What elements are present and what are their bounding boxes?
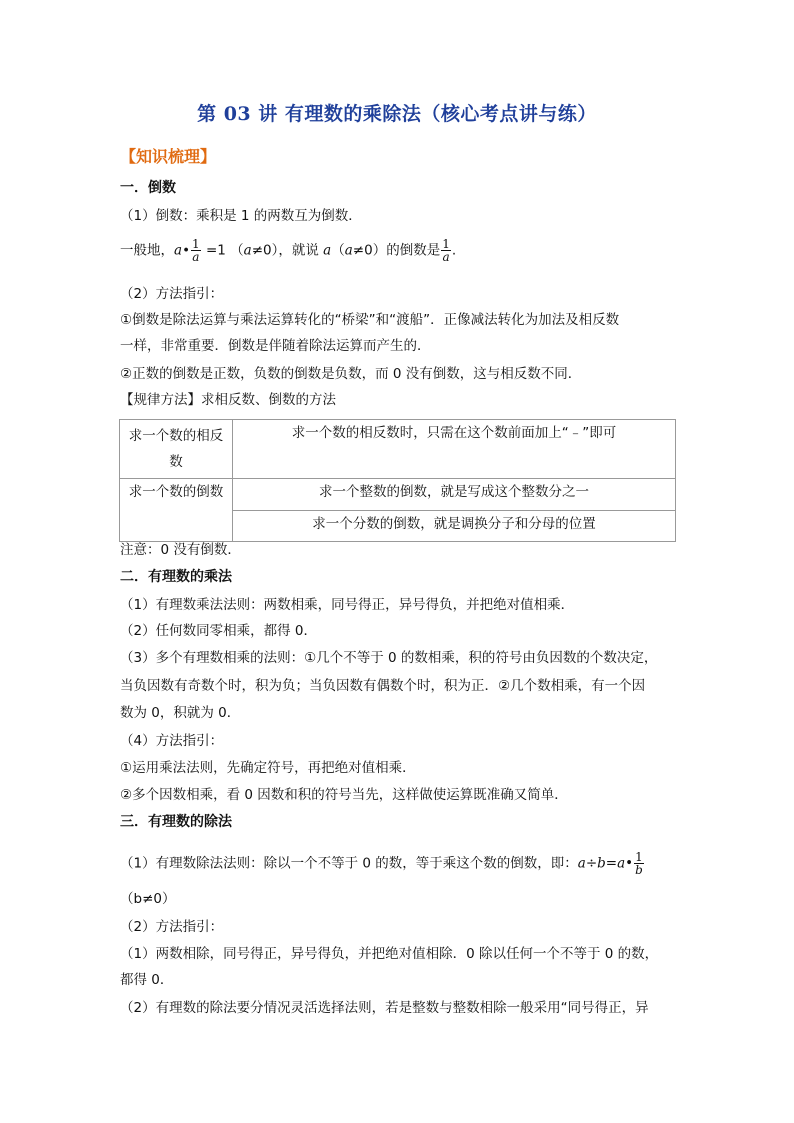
paragraph-line: （3）多个有理数相乘的法则：①几个不等于 0 的数相乘，积的符号由负因数的个数决定，	[120, 650, 658, 666]
paragraph-line: （1）有理数乘法法则：两数相乘，同号得正，异号得负，并把绝对值相乘．	[120, 597, 575, 613]
method-guide-label: （2）方法指引：	[120, 919, 224, 935]
cell-text: 求一个分数的倒数，就是调换分子和分母的位置	[312, 516, 596, 532]
table-row	[120, 420, 676, 479]
method-guide-label: （2）方法指引：	[120, 286, 224, 302]
table-cell	[120, 420, 233, 479]
table-cell	[233, 479, 676, 511]
math-formula: a÷b=a•	[577, 855, 634, 872]
paragraph-line: 都得 0．	[120, 972, 174, 988]
paragraph-line: ①运用乘法法则，先确定符号，再把绝对值相乘．	[120, 760, 416, 776]
cell-text: 求一个整数的倒数，就是写成这个整数分之一	[319, 484, 589, 500]
fraction-denominator: a	[442, 250, 450, 264]
table-cell	[233, 511, 676, 542]
paragraph-line: （2）任何数同零相乘，都得 0．	[120, 623, 317, 639]
table-cell	[120, 479, 233, 542]
math-var: a	[243, 242, 252, 259]
text-segment: .	[451, 242, 457, 259]
fraction-1-over-a	[441, 238, 451, 263]
heading-multiplication: 二．有理数的乘法	[120, 569, 232, 585]
text-segment: （	[331, 242, 345, 259]
cell-text-line: 数	[169, 454, 183, 470]
dot-operator: •	[182, 242, 191, 259]
paragraph-line: 当负因数有奇数个时，积为负；当负因数有偶数个时，积为正．②几个数相乘，有一个因	[120, 678, 646, 694]
fraction-1-over-a	[191, 238, 201, 263]
text-segment: =1 （	[201, 242, 244, 259]
method-table	[119, 419, 676, 542]
heading-reciprocal: 一．倒数	[120, 180, 176, 196]
paragraph-line: ②正数的倒数是正数，负数的倒数是负数，而 0 没有倒数，这与相反数不同．	[120, 366, 582, 382]
division-rule-line	[120, 851, 645, 876]
math-var: a	[323, 242, 332, 259]
fraction-denominator: b	[635, 863, 643, 877]
cell-text: 求一个数的相反数时，只需在这个数前面加上“﹣”即可	[291, 425, 617, 441]
cell-text: 求一个数的倒数	[128, 484, 224, 500]
fraction-numerator: 1	[442, 237, 450, 251]
text-segment: ≠0），就说	[251, 242, 324, 259]
cell-text-line: 求一个数的相反	[128, 428, 224, 444]
paragraph-line: 数为 0，积就为 0．	[120, 705, 241, 721]
paragraph-line: ①倒数是除法运算与乘法运算转化的“桥梁”和“渡船”．正像减法转化为加法及相反数	[120, 312, 620, 328]
section-label: 【知识梳理】	[120, 147, 217, 166]
paragraph-line: （b≠0）	[120, 891, 176, 907]
reciprocal-general-line	[120, 238, 456, 263]
fraction-denominator: a	[192, 250, 200, 264]
fraction-numerator: 1	[192, 237, 200, 251]
paragraph-line: （1）两数相除，同号得正，异号得负，并把绝对值相除．0 除以任何一个不等于 0 的数，	[120, 946, 659, 962]
table-cell	[233, 420, 676, 479]
fraction-numerator: 1	[635, 850, 643, 864]
math-var: a	[344, 242, 353, 259]
math-var: a	[174, 242, 183, 259]
cell-text	[120, 420, 232, 475]
rule-method-heading: 【规律方法】求相反数、倒数的方法	[120, 392, 336, 408]
table-row	[120, 479, 676, 511]
paragraph-line: （2）有理数的除法要分情况灵活选择法则，若是整数与整数相除一般采用“同号得正，异	[120, 1000, 649, 1016]
fraction-1-over-b	[634, 851, 644, 876]
page-title: 第 03 讲 有理数的乘除法（核心考点讲与练）	[197, 103, 597, 125]
text-segment: 一般地，	[120, 242, 174, 259]
heading-division: 三．有理数的除法	[120, 814, 232, 830]
reciprocal-definition: （1）倒数：乘积是 1 的两数互为倒数．	[120, 208, 362, 224]
paragraph-line: （4）方法指引：	[120, 733, 224, 749]
note-line: 注意：0 没有倒数．	[120, 542, 241, 558]
paragraph-line: 一样，非常重要．倒数是伴随着除法运算而产生的．	[120, 338, 431, 354]
paragraph-line: ②多个因数相乘，看 0 因数和积的符号当先，这样做使运算既准确又简单．	[120, 787, 568, 803]
text-segment: （1）有理数除法法则：除以一个不等于 0 的数，等于乘这个数的倒数，即：	[120, 855, 578, 872]
text-segment: ≠0）的倒数是	[352, 242, 441, 259]
